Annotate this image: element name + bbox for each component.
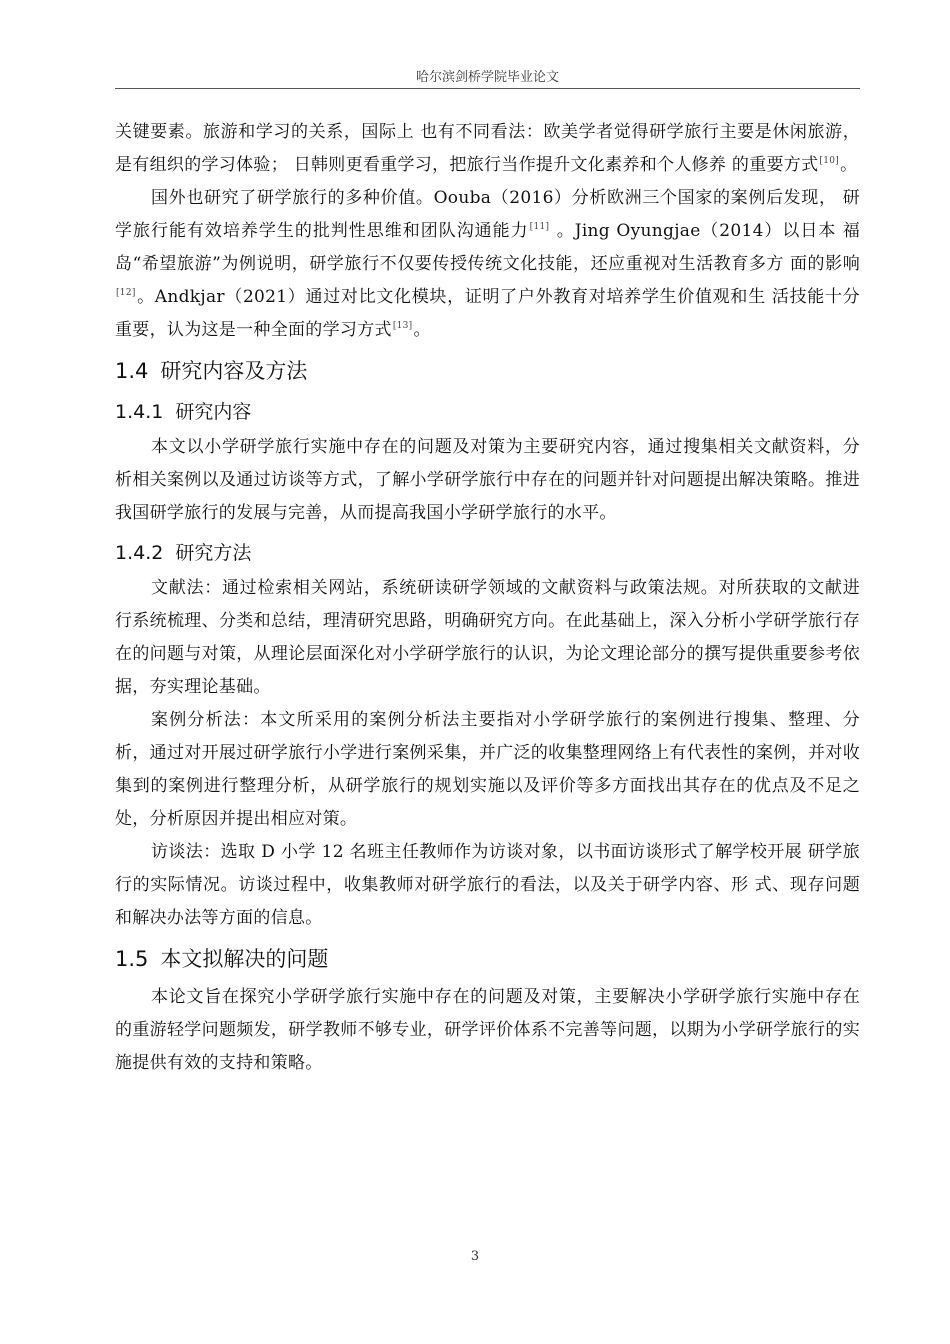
section-heading-1-4-2	[115, 536, 860, 570]
citation-ref: [10]	[819, 155, 840, 166]
running-header: 哈尔滨剑桥学院毕业论文	[415, 70, 559, 85]
paragraph-intro-continuation	[115, 116, 860, 182]
paragraph-text: 关键要素。旅游和学习的关系，国际上 也有不同看法：欧美学者觉得研学旅行主要是休闲旅游，是有组织的学习体验； 日韩则更看重学习，把旅行当作提升文化素养和个人修养 的重要方式	[115, 122, 860, 175]
section-heading-1-4-1	[115, 395, 860, 429]
section-title: 本文拟解决的问题	[160, 947, 329, 971]
section-title: 研究内容	[175, 401, 252, 423]
paragraph-text: 。Andkjar（2021）通过对比文化模块，证明了户外教育对培养学生价值观和生 活技能十分重要，认为这是一种全面的学习方式	[115, 287, 860, 340]
section-number: 1.4	[115, 359, 149, 383]
paragraph-interview-method: 访谈法：选取 D 小学 12 名班主任教师作为访谈对象，以书面访谈形式了解学校开展 研学旅行的实际情况。访谈过程中，收集教师对研学旅行的看法，以及关于研学内容、形 式、现存问题和解决办法等方面的信息。	[115, 842, 860, 928]
paragraph-text: 。Jing Oyungjae（2014）以日本 福岛“希望旅游”为例说明，研学旅行不仅要传授传统文化技能，还应重视对生活教育多方 面的影响	[115, 221, 860, 274]
section-number: 1.4.1	[115, 401, 164, 423]
paragraph-case-method: 案例分析法：本文所采用的案例分析法主要指对小学研学旅行的案例进行搜集、整理、分析，通过对开展过研学旅行小学进行案例采集，并广泛的收集整理网络上有代表性的案例，并对收集到的案例进行整理分析，从研学旅行的规划实施以及评价等多方面找出其存在的优点及不足之处，分析原因并提出相应对策。	[115, 710, 860, 829]
section-number: 1.4.2	[115, 542, 164, 564]
section-number: 1.5	[115, 947, 149, 971]
citation-ref: [11]	[529, 221, 550, 232]
document-body	[115, 116, 860, 1080]
paragraph-problems-to-solve: 本论文旨在探究小学研学旅行实施中存在的问题及对策，主要解决小学研学旅行实施中存在的重游轻学问题频发，研学教师不够专业，研学评价体系不完善等问题，以期为小学研学旅行的实施提供有效的支持和策略。	[115, 987, 860, 1073]
citation-ref: [13]	[392, 320, 413, 331]
section-heading-1-5	[115, 941, 860, 977]
section-title: 研究内容及方法	[160, 359, 308, 383]
page-number: 3	[470, 1249, 480, 1264]
paragraph-tail: 。	[840, 155, 858, 175]
paragraph-research-content: 本文以小学研学旅行实施中存在的问题及对策为主要研究内容，通过搜集相关文献资料，分析相关案例以及通过访谈等方式，了解小学研学旅行中存在的问题并针对问题提出解决策略。推进我国研学旅行的发展与完善，从而提高我国小学研学旅行的水平。	[115, 437, 860, 523]
citation-ref: [12]	[116, 287, 136, 298]
header-divider	[115, 88, 860, 89]
section-heading-1-4	[115, 353, 860, 389]
paragraph-literature-method: 文献法：通过检索相关网站，系统研读研学领域的文献资料与政策法规。对所获取的文献进行系统梳理、分类和总结，理清研究思路，明确研究方向。在此基础上，深入分析小学研学旅行存在的问题与对策，从理论层面深化对小学研学旅行的认识，为论文理论部分的撰写提供重要参考依据，夯实理论基础。	[115, 578, 860, 697]
paragraph-foreign-research	[115, 182, 860, 347]
section-title: 研究方法	[175, 542, 252, 564]
paragraph-tail: 。	[413, 320, 431, 340]
paragraph-text: 国外也研究了研学旅行的多种价值。Oouba（2016）分析欧洲三个国家的案例后发现， 研学旅行能有效培养学生的批判性思维和团队沟通能力	[115, 188, 860, 241]
